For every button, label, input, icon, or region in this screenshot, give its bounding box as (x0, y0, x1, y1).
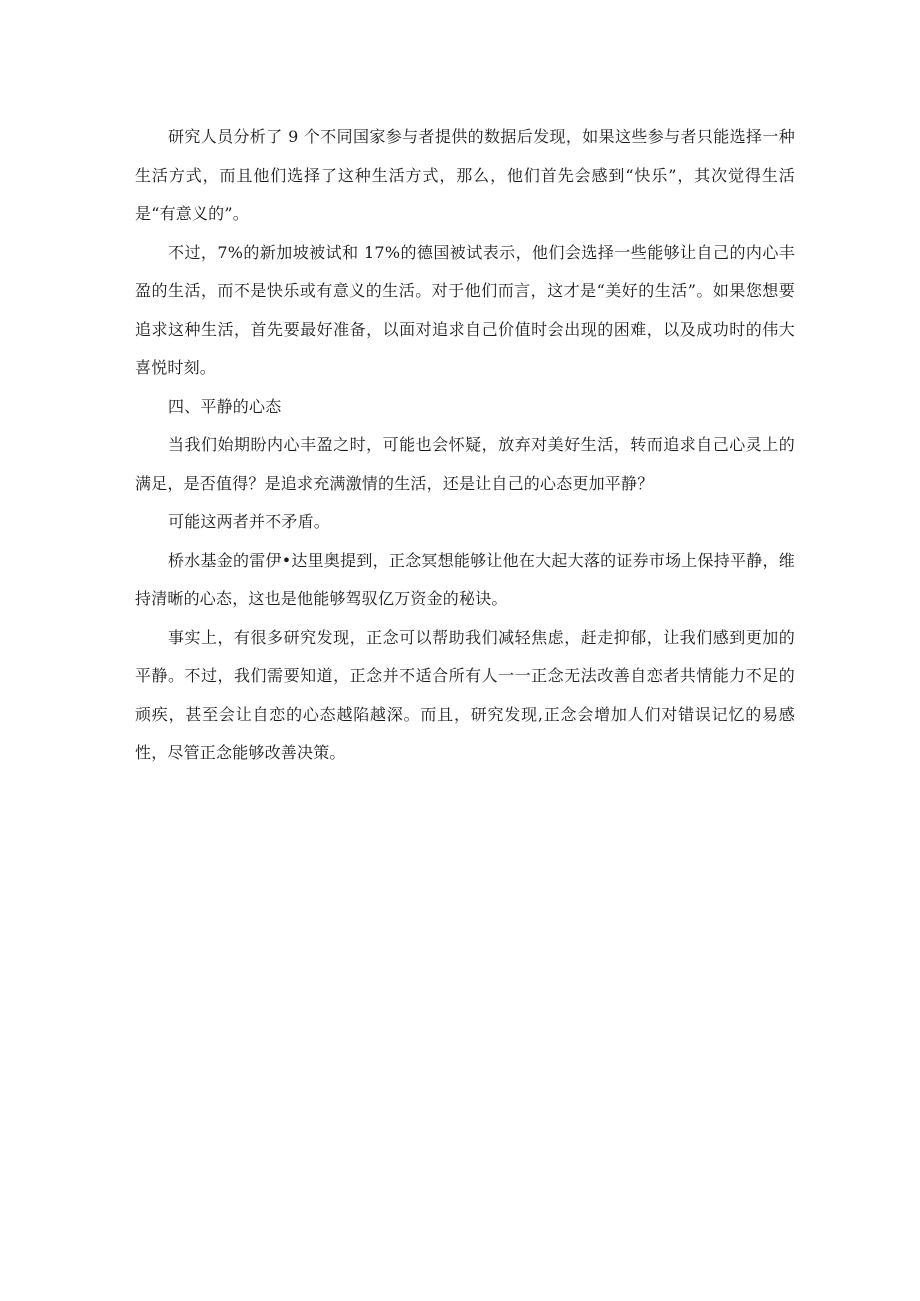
paragraph-research-findings: 研究人员分析了 9 个不同国家参与者提供的数据后发现，如果这些参与者只能选择一种生活方式，而且他们选择了这种生活方式，那么，他们首先会感到“快乐”，其次觉得生活是“有意义的”。 (135, 127, 795, 223)
document-body (135, 118, 795, 773)
paragraph-not-contradictory: 可能这两者并不矛盾。 (168, 512, 331, 531)
section-heading-calm-mind: 四、平静的心态 (168, 396, 282, 416)
paragraph-good-life: 不过，7%的新加坡被试和 17%的德国被试表示，他们会选择一些能够让自己的内心丰盈的生活，而不是快乐或有意义的生活。对于他们而言，这才是“美好的生活”。如果您想要追求这种生活，首先要最好准备，以面对追求自己价值时会出现的困难，以及成功时的伟大喜悦时刻。 (135, 242, 795, 377)
paragraph-mindfulness-research: 事实上，有很多研究发现，正念可以帮助我们减轻焦虑，赶走抑郁，让我们感到更加的平静。不过，我们需要知道，正念并不适合所有人一一正念无法改善自恋者共情能力不足的顽疾，甚至会让自恋的心态越陷越深。而且，研究发现,正念会增加人们对错误记忆的易感性，尽管正念能够改善决策。 (135, 627, 795, 762)
paragraph-dalio: 桥水基金的雷伊•达里奥提到，正念冥想能够让他在大起大落的证券市场上保持平静，维持清晰的心态，这也是他能够驾驭亿万资金的秘诀。 (135, 550, 795, 608)
paragraph-doubt: 当我们始期盼内心丰盈之时，可能也会怀疑，放弃对美好生活，转而追求自己心灵上的满足，是否值得？是追求充满激情的生活，还是让自己的心态更加平静？ (135, 435, 795, 493)
